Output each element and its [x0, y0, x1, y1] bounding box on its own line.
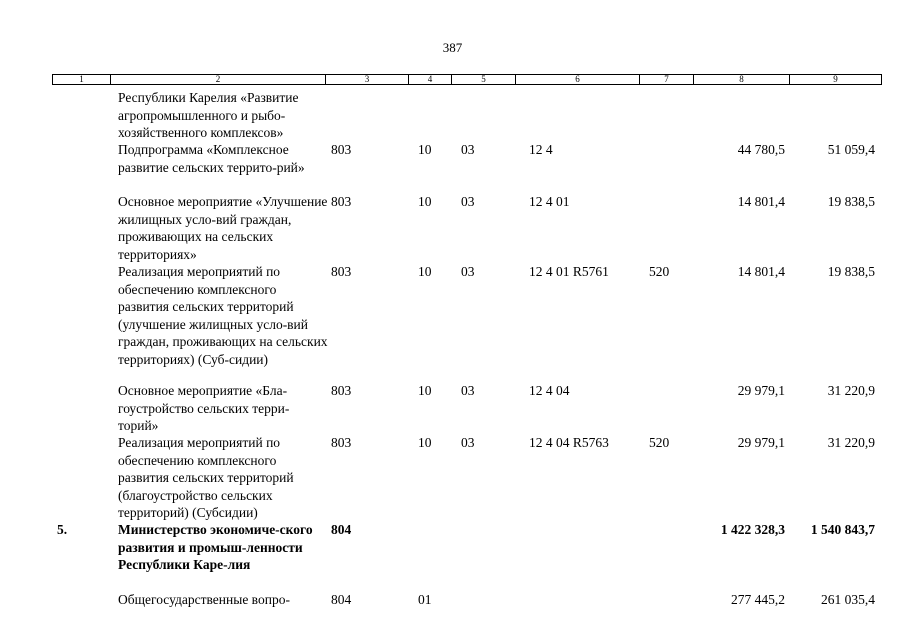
row-ministry-code: 804 [331, 522, 352, 537]
column-header-1: 1 [53, 75, 111, 85]
row-ministry-code: 803 [331, 435, 352, 450]
row-expense-type: 520 [649, 435, 670, 450]
row-amount-2: 51 059,4 [827, 142, 875, 157]
row-section: 10 [418, 435, 432, 450]
row-ministry-code: 803 [331, 264, 352, 279]
row-name: Основное мероприятие «Улучшение жилищных усло-вий граждан, проживающих на сельских территориях» [118, 194, 328, 262]
row-name: Общегосударственные вопро- [118, 592, 290, 607]
row-amount-1: 29 979,1 [737, 435, 785, 450]
column-header-2: 2 [111, 75, 326, 85]
row-ministry-code: 803 [331, 383, 352, 398]
row-target-code: 12 4 01 [529, 194, 570, 209]
column-header-9: 9 [790, 75, 882, 85]
row-amount-2: 31 220,9 [827, 435, 875, 450]
row-ministry-code: 804 [331, 592, 352, 607]
row-amount-2: 31 220,9 [827, 383, 875, 398]
row-subsection: 03 [461, 194, 475, 209]
column-header-4: 4 [409, 75, 452, 85]
row-subsection: 03 [461, 264, 475, 279]
row-section: 01 [418, 592, 432, 607]
row-expense-type: 520 [649, 264, 670, 279]
row-amount-1: 44 780,5 [737, 142, 785, 157]
row-amount-1: 14 801,4 [737, 194, 785, 209]
row-ministry-code: 803 [331, 194, 352, 209]
row-name: Основное мероприятие «Бла-гоустройство сельских терри-торий» [118, 383, 290, 434]
row-target-code: 12 4 04 [529, 383, 570, 398]
row-section: 10 [418, 264, 432, 279]
row-name: Реализация мероприятий по обеспечению комплексного развития сельских территорий (благоустройство сельских территорий) (Субсидии) [118, 435, 294, 521]
row-target-code: 12 4 01 R5761 [529, 264, 609, 279]
row-section: 10 [418, 383, 432, 398]
column-header-3: 3 [326, 75, 409, 85]
row-name: Республики Карелия «Развитие агропромышленного и рыбо-хозяйственного комплексов» [118, 90, 299, 141]
row-subsection: 03 [461, 142, 475, 157]
row-amount-1: 277 445,2 [731, 592, 785, 607]
row-amount-2: 19 838,5 [827, 194, 875, 209]
row-target-code: 12 4 04 R5763 [529, 435, 609, 450]
column-header-row [52, 74, 882, 85]
row-section: 10 [418, 194, 432, 209]
row-amount-2: 19 838,5 [827, 264, 875, 279]
row-amount-1: 14 801,4 [737, 264, 785, 279]
row-number: 5. [57, 522, 68, 537]
row-amount-1: 29 979,1 [737, 383, 785, 398]
row-amount-1: 1 422 328,3 [720, 522, 785, 537]
column-header-6: 6 [516, 75, 640, 85]
row-subsection: 03 [461, 383, 475, 398]
row-section: 10 [418, 142, 432, 157]
column-header-8: 8 [694, 75, 790, 85]
row-name: Реализация мероприятий по обеспечению комплексного развития сельских территорий (улучшение жилищных усло-вий граждан, проживающих на сельских территориях) (Суб-сидии) [118, 264, 328, 367]
column-header-7: 7 [640, 75, 694, 85]
row-name: Подпрограмма «Комплексное развитие сельских террито-рий» [118, 142, 305, 175]
row-name: Министерство экономиче-ского развития и промыш-ленности Республики Каре-лия [118, 522, 313, 573]
row-amount-2: 261 035,4 [821, 592, 875, 607]
column-header-5: 5 [452, 75, 516, 85]
row-ministry-code: 803 [331, 142, 352, 157]
row-target-code: 12 4 [529, 142, 553, 157]
row-subsection: 03 [461, 435, 475, 450]
row-amount-2: 1 540 843,7 [810, 522, 875, 537]
page-number: 387 [442, 40, 463, 55]
